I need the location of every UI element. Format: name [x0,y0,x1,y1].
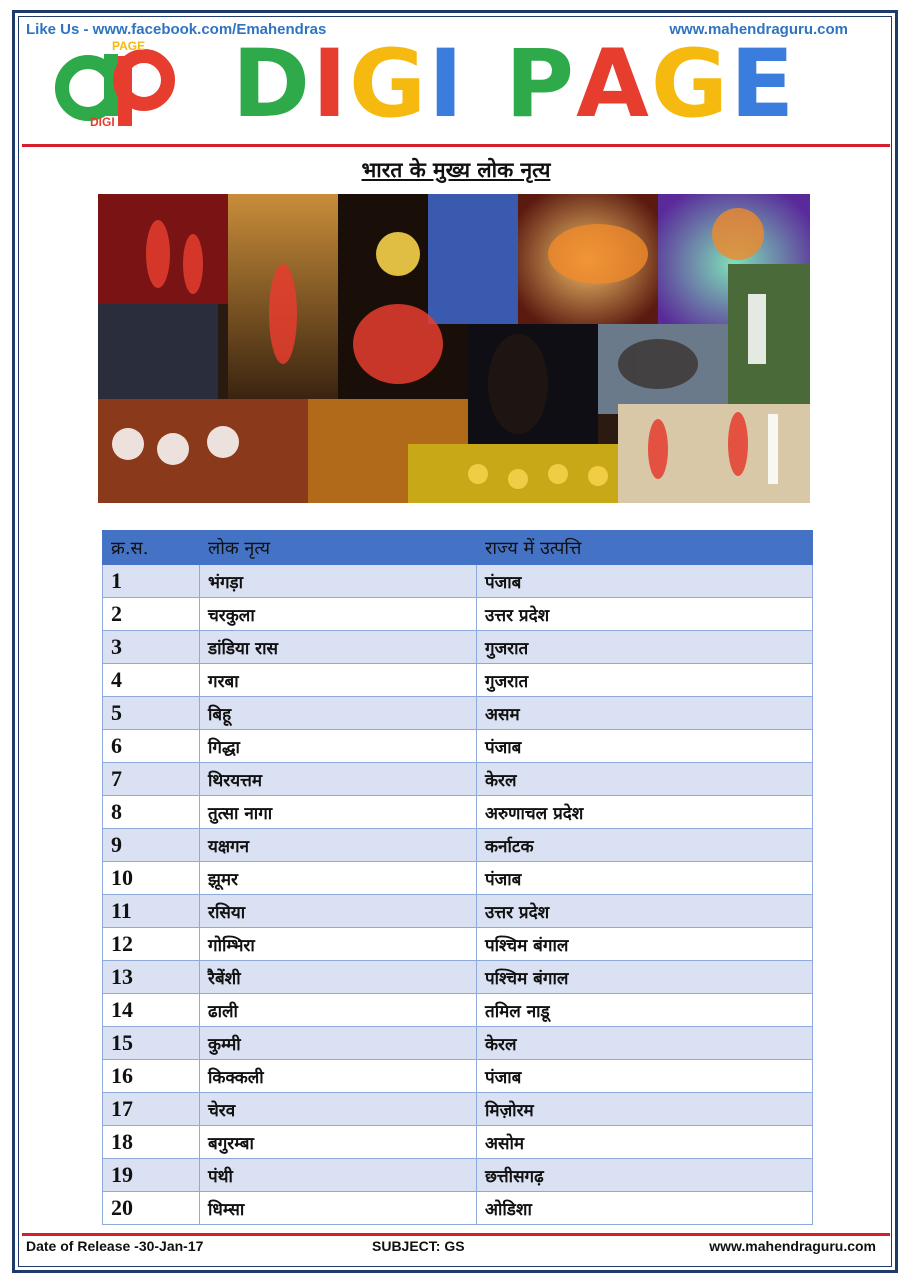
serial-cell: 3 [103,631,200,664]
dance-cell: तुत्सा नागा [200,796,477,829]
banner-letter: D [232,30,313,139]
serial-cell: 16 [103,1060,200,1093]
state-cell: उत्तर प्रदेश [477,598,813,631]
dance-cell: गरबा [200,664,477,697]
state-cell: पंजाब [477,565,813,598]
dance-cell: धिम्सा [200,1192,477,1225]
state-cell: पश्चिम बंगाल [477,928,813,961]
serial-cell: 9 [103,829,200,862]
dance-cell: झूमर [200,862,477,895]
state-cell: असम [477,697,813,730]
state-cell: मिज़ोरम [477,1093,813,1126]
state-cell: पंजाब [477,730,813,763]
banner-letter: G [349,30,429,139]
dance-cell: भंगड़ा [200,565,477,598]
banner-letter: A [576,30,651,139]
dance-cell: किक्कली [200,1060,477,1093]
serial-cell: 15 [103,1027,200,1060]
dance-cell: गिद्धा [200,730,477,763]
dance-cell: बगुरम्बा [200,1126,477,1159]
dance-cell: चेरव [200,1093,477,1126]
table-row [103,895,813,928]
dance-cell: यक्षगन [200,829,477,862]
table-header-row [103,531,813,565]
state-cell: केरल [477,1027,813,1060]
table-row [103,697,813,730]
serial-cell: 12 [103,928,200,961]
state-cell: पश्चिम बंगाल [477,961,813,994]
table-row [103,928,813,961]
banner-letter: I [312,30,350,139]
table-row [103,1093,813,1126]
table-row [103,829,813,862]
table-row [103,862,813,895]
banner-letter: I [428,30,466,139]
state-cell: गुजरात [477,631,813,664]
state-cell: तमिल नाडू [477,994,813,1027]
header-serial: क्र.स. [103,531,200,565]
folk-dance-collage-image [98,194,810,503]
dance-cell: रसिया [200,895,477,928]
header-state-origin: राज्य में उत्पत्ति [477,531,813,565]
table-row [103,1060,813,1093]
state-cell: पंजाब [477,862,813,895]
state-cell: अरुणाचल प्रदेश [477,796,813,829]
state-cell: पंजाब [477,1060,813,1093]
dance-cell: थिरयत्तम [200,763,477,796]
serial-cell: 20 [103,1192,200,1225]
header-folk-dance: लोक नृत्य [200,531,477,565]
dance-cell: गोम्भिरा [200,928,477,961]
folk-dances-table [102,530,813,1225]
state-cell: कर्नाटक [477,829,813,862]
state-cell: उत्तर प्रदेश [477,895,813,928]
state-cell: ओडिशा [477,1192,813,1225]
serial-cell: 2 [103,598,200,631]
dance-cell: डांडिया रास [200,631,477,664]
dance-cell: पंथी [200,1159,477,1192]
page-title [0,156,912,184]
website-link-bottom[interactable]: www.mahendraguru.com [709,1238,876,1254]
serial-cell: 1 [103,565,200,598]
serial-cell: 19 [103,1159,200,1192]
serial-cell: 17 [103,1093,200,1126]
serial-cell: 8 [103,796,200,829]
banner-letter: E [729,30,797,139]
digi-page-logo [52,40,192,130]
state-cell: गुजरात [477,664,813,697]
logo-text-page: PAGE [112,40,146,53]
page-title-text: भारत के मुख्य लोक नृत्य [361,157,551,182]
serial-cell: 4 [103,664,200,697]
serial-cell: 13 [103,961,200,994]
serial-cell: 14 [103,994,200,1027]
serial-cell: 5 [103,697,200,730]
digi-page-banner [232,30,797,139]
table-row [103,631,813,664]
dance-cell: बिहू [200,697,477,730]
dance-cell: चरकुला [200,598,477,631]
serial-cell: 7 [103,763,200,796]
table-row [103,598,813,631]
table-row [103,796,813,829]
table-row [103,763,813,796]
serial-cell: 11 [103,895,200,928]
state-cell: छत्तीसगढ़ [477,1159,813,1192]
website-link-top[interactable]: www.mahendraguru.com [669,21,848,38]
dance-cell: कुम्मी [200,1027,477,1060]
table-row [103,1159,813,1192]
serial-cell: 18 [103,1126,200,1159]
dance-cell: ढाली [200,994,477,1027]
table-row [103,1126,813,1159]
table-row [103,994,813,1027]
table-row [103,1192,813,1225]
state-cell: असोम [477,1126,813,1159]
subject-label: SUBJECT: GS [372,1238,465,1254]
release-date: Date of Release -30-Jan-17 [26,1238,204,1254]
state-cell: केरल [477,763,813,796]
table-row [103,1027,813,1060]
facebook-link[interactable]: Like Us - www.facebook.com/Emahendras [26,21,327,38]
header-divider [22,144,890,147]
dance-cell: रैबेंशी [200,961,477,994]
banner-letter: P [505,30,577,139]
serial-cell: 10 [103,862,200,895]
table-row [103,565,813,598]
table-row [103,961,813,994]
banner-letter: G [650,30,730,139]
logo-text-digi: DIGI [90,115,115,129]
serial-cell: 6 [103,730,200,763]
table-row [103,664,813,697]
footer-divider [22,1233,890,1236]
table-row [103,730,813,763]
